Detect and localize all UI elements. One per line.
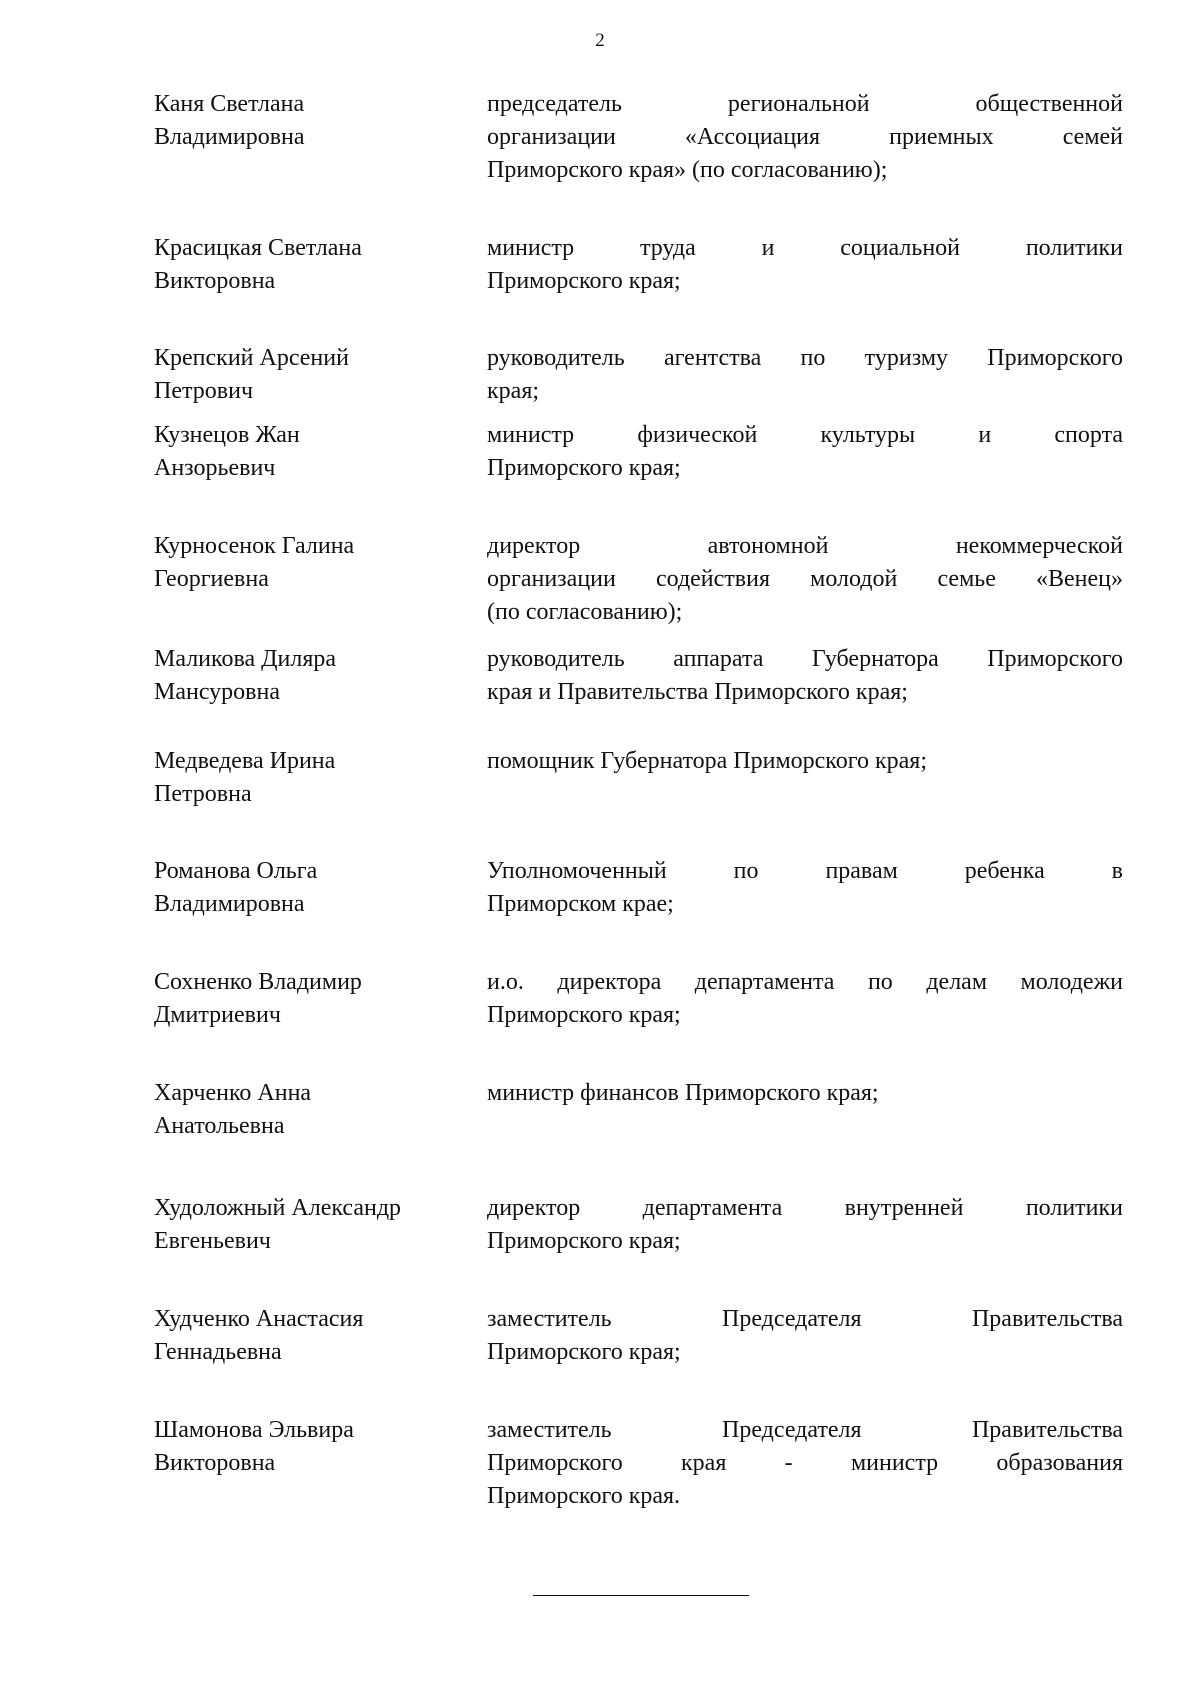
member-surname-first: Медведева Ирина: [154, 748, 336, 774]
member-role-line: края;: [487, 378, 540, 404]
end-rule: [533, 1595, 749, 1596]
member-role-line: Приморского края;: [487, 1002, 681, 1028]
member-name: [154, 855, 474, 921]
member-name: [154, 966, 474, 1032]
member-role-line: Приморского края» (по согласованию);: [487, 157, 888, 183]
member-role: [487, 342, 1123, 408]
member-role-line: Приморского края;: [487, 1339, 681, 1365]
member-role: [487, 966, 1123, 1032]
member-role-line: и.о. директора департамента по делам молодежи: [487, 969, 1123, 995]
member-role-line: организации содействия молодой семье «Венец»: [487, 566, 1123, 592]
member-name: [154, 1414, 474, 1480]
member-role-line: Приморского края;: [487, 455, 681, 481]
member-role-line: Приморского края.: [487, 1483, 681, 1509]
member-surname-first: Худоложный Александр: [154, 1195, 402, 1221]
member-role: [487, 88, 1123, 187]
member-surname-first: Крепский Арсений: [154, 345, 349, 371]
member-surname-first: Харченко Анна: [154, 1080, 312, 1106]
member-patronymic: Петровна: [154, 781, 252, 807]
member-patronymic: Геннадьевна: [154, 1339, 282, 1365]
member-surname-first: Маликова Диляра: [154, 646, 337, 672]
member-name: [154, 1192, 474, 1258]
member-patronymic: Мансуровна: [154, 679, 280, 705]
member-role-line: заместитель Председателя Правительства: [487, 1417, 1123, 1443]
member-role-line: организации «Ассоциация приемных семей: [487, 124, 1123, 150]
member-role-line: заместитель Председателя Правительства: [487, 1306, 1123, 1332]
member-role-line: руководитель аппарата Губернатора Приморского: [487, 646, 1123, 672]
member-patronymic: Дмитриевич: [154, 1002, 281, 1028]
member-patronymic: Анатольевна: [154, 1113, 285, 1139]
member-role-line: министр труда и социальной политики: [487, 235, 1123, 261]
member-patronymic: Викторовна: [154, 1450, 276, 1476]
member-role-line: министр финансов Приморского края;: [487, 1080, 879, 1106]
member-surname-first: Кузнецов Жан: [154, 422, 300, 448]
member-patronymic: Евгеньевич: [154, 1228, 271, 1254]
member-name: [154, 530, 474, 596]
member-role-line: Приморского края - министр образования: [487, 1450, 1123, 1476]
member-role-line: Приморского края;: [487, 1228, 681, 1254]
member-name: [154, 88, 474, 154]
member-patronymic: Георгиевна: [154, 566, 269, 592]
member-role-line: председатель региональной общественной: [487, 91, 1123, 117]
member-role-line: (по согласованию);: [487, 599, 683, 625]
member-surname-first: Романова Ольга: [154, 858, 318, 884]
member-role-line: края и Правительства Приморского края;: [487, 679, 908, 705]
member-role: [487, 643, 1123, 709]
member-patronymic: Викторовна: [154, 268, 276, 294]
member-surname-first: Красицкая Светлана: [154, 235, 362, 261]
member-role: [487, 1414, 1123, 1513]
member-surname-first: Каня Светлана: [154, 91, 305, 117]
member-role: [487, 232, 1123, 298]
member-name: [154, 1303, 474, 1369]
member-role-line: директор автономной некоммерческой: [487, 533, 1123, 559]
member-name: [154, 643, 474, 709]
member-role: [487, 745, 1123, 778]
member-name: [154, 342, 474, 408]
member-name: [154, 745, 474, 811]
member-role-line: Уполномоченный по правам ребенка в: [487, 858, 1123, 884]
member-name: [154, 419, 474, 485]
member-role: [487, 530, 1123, 629]
member-role: [487, 855, 1123, 921]
page-number: 2: [595, 30, 605, 51]
member-role-line: Приморского края;: [487, 268, 681, 294]
member-surname-first: Шамонова Эльвира: [154, 1417, 354, 1443]
member-surname-first: Худченко Анастасия: [154, 1306, 364, 1332]
member-role-line: министр физической культуры и спорта: [487, 422, 1123, 448]
member-patronymic: Петрович: [154, 378, 254, 404]
member-patronymic: Владимировна: [154, 124, 305, 150]
member-patronymic: Анзорьевич: [154, 455, 276, 481]
member-role: [487, 1077, 1123, 1110]
member-name: [154, 232, 474, 298]
member-role-line: помощник Губернатора Приморского края;: [487, 748, 928, 774]
member-role-line: руководитель агентства по туризму Приморского: [487, 345, 1123, 371]
member-role: [487, 419, 1123, 485]
member-role-line: директор департамента внутренней политики: [487, 1195, 1123, 1221]
member-role: [487, 1303, 1123, 1369]
member-surname-first: Курносенок Галина: [154, 533, 355, 559]
member-role-line: Приморском крае;: [487, 891, 674, 917]
member-name: [154, 1077, 474, 1143]
member-patronymic: Владимировна: [154, 891, 305, 917]
member-surname-first: Сохненко Владимир: [154, 969, 362, 995]
member-role: [487, 1192, 1123, 1258]
